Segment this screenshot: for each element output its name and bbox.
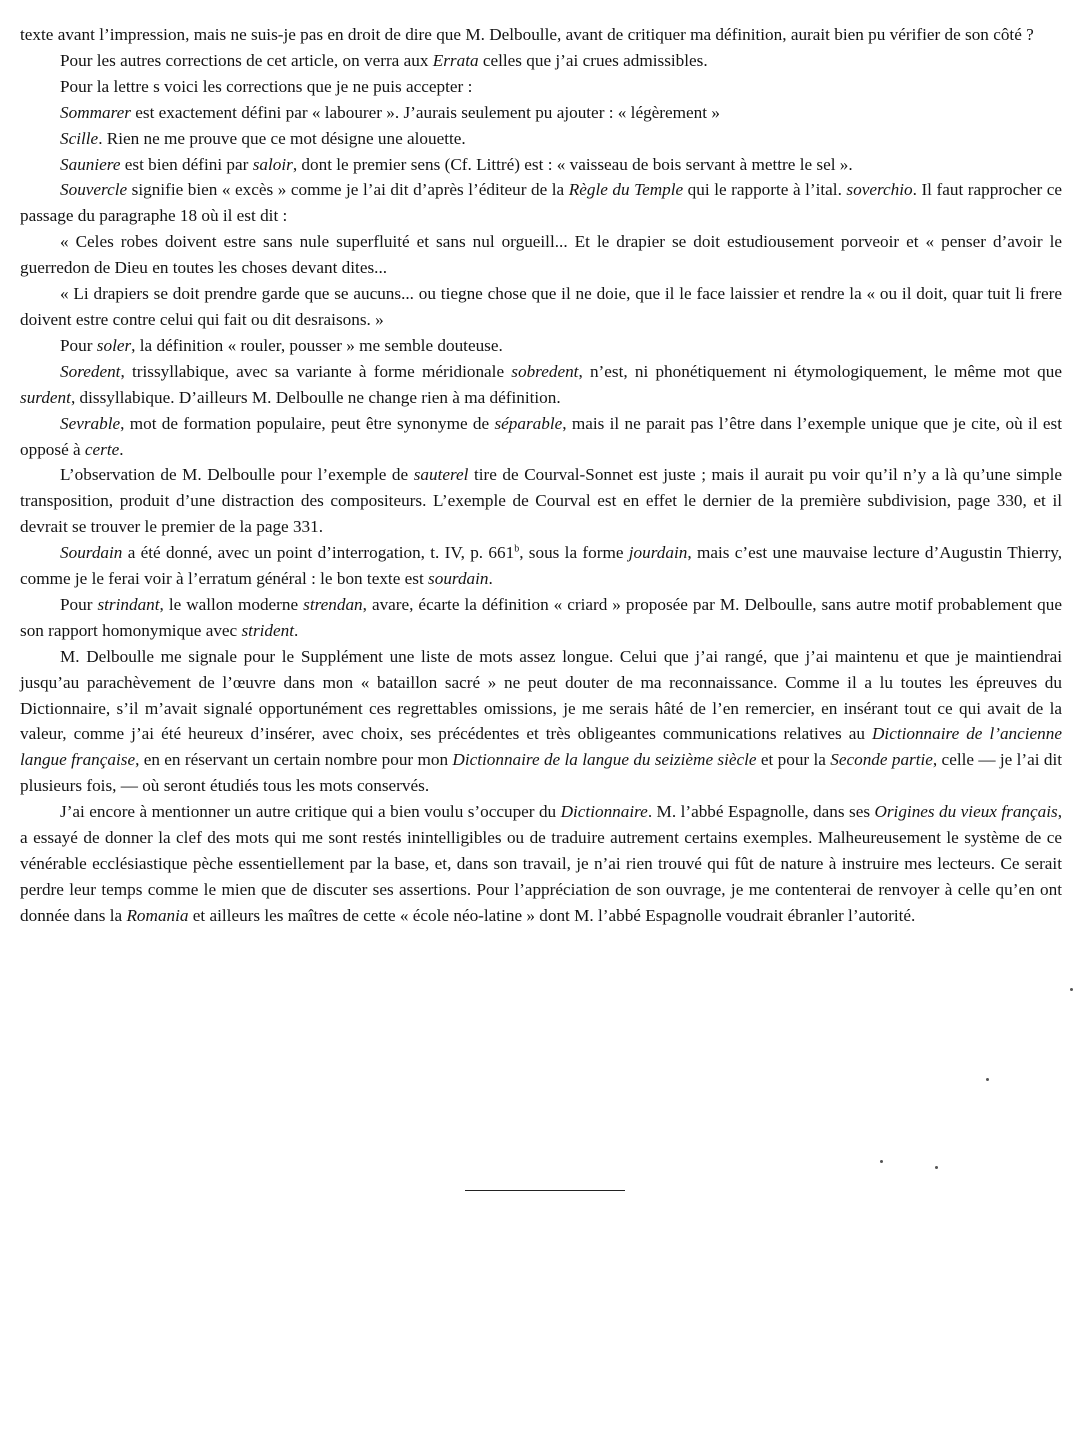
text-run: Pour les autres corrections de cet article, on verra aux <box>60 50 433 70</box>
print-speck <box>1070 988 1073 991</box>
text-run: , mot de formation populaire, peut être synonyme de <box>120 413 495 433</box>
quote-paragraph <box>20 281 1062 333</box>
text-run: « Li drapiers se doit prendre garde que se aucuns... ou tiegne chose que il ne doie, que il le face laissier et rendre la « ou il doit, quar tuit li frere doivent estre contre celui qui fait ou dit desraisons. » <box>20 284 1062 329</box>
text-run: . <box>119 439 124 459</box>
text-run: , sous la forme <box>519 543 629 563</box>
italic-term: Sourdain <box>60 543 123 563</box>
text-run: . Il faut rapprocher ce passage du paragraphe 18 où il est dit : <box>20 180 1062 226</box>
text-run: , le wallon moderne <box>159 594 304 614</box>
italic-term: Scille <box>60 128 99 148</box>
italic-term: soverchio <box>846 180 913 200</box>
text-run: , en en réservant un certain nombre pour mon <box>135 750 453 770</box>
italic-term: sauterel <box>413 465 469 485</box>
italic-term: sourdain <box>428 569 489 589</box>
italic-term: Sevrable <box>60 413 121 433</box>
italic-term: Souvercle <box>60 180 128 200</box>
italic-term: séparable <box>494 413 563 433</box>
italic-term: strindant <box>97 594 160 614</box>
italic-term: Errata <box>432 50 479 70</box>
paragraph <box>20 540 1062 592</box>
text-run: J’ai encore à mentionner un autre critique qui a bien voulu s’occuper du <box>60 802 561 822</box>
italic-term: Romania <box>126 905 189 925</box>
italic-term: Origines du vieux français <box>874 802 1058 822</box>
italic-term: Sauniere <box>60 154 121 174</box>
italic-term: sobredent <box>511 361 579 381</box>
text-run: et ailleurs les maîtres de cette « école néo-latine » dont M. l’abbé Espagnolle voudrait ébranler l’autorité. <box>188 905 916 925</box>
paragraph <box>20 799 1062 929</box>
paragraph <box>20 359 1062 411</box>
superscript: b <box>514 543 520 555</box>
italic-term: Sommarer <box>60 102 131 122</box>
paragraph <box>20 644 1062 799</box>
text-run: . <box>488 569 493 589</box>
text-run: tire de Courval-Sonnet est juste ; mais il aurait pu voir qu’il n’y a là qu’une simple transposition, produit d’une distraction des compositeurs. L’exemple de Courval est en effet le dernier de la première subdivision, page 330, et il devrait se trouver le premier de la page 331. <box>20 465 1062 537</box>
text-run: Pour <box>60 335 97 355</box>
italic-term: Dictionnaire de l’ancienne langue française <box>20 724 1062 770</box>
text-run: est bien défini par <box>120 154 253 174</box>
italic-term: Dictionnaire de la langue du seizième siècle <box>452 750 757 770</box>
text-run: , trissyllabique, avec sa variante à forme méridionale <box>120 361 512 381</box>
text-run: celles que j’ai crues admissibles. <box>478 50 708 70</box>
print-speck <box>880 1160 883 1163</box>
text-run: . Rien ne me prouve que ce mot désigne une alouette. <box>98 128 466 148</box>
italic-term: certe <box>84 439 120 459</box>
paragraph <box>20 152 1062 178</box>
text-run: , mais il ne parait pas l’être dans l’exemple unique que je cite, où il est opposé à <box>20 413 1062 459</box>
paragraph <box>20 74 1062 100</box>
paragraph <box>20 22 1062 48</box>
paragraph <box>20 333 1062 359</box>
paragraph <box>20 48 1062 74</box>
text-run: , mais c’est une mauvaise lecture d’Augustin Thierry, comme je le ferai voir à l’erratum général : le bon texte est <box>20 543 1062 589</box>
paragraph <box>20 592 1062 644</box>
text-run: , avare, écarte la définition « criard » proposée par M. Delboulle, sans autre motif probablement que son rapport homonymique avec <box>20 594 1062 640</box>
italic-term: saloir <box>252 154 293 174</box>
quote-paragraph <box>20 229 1062 281</box>
text-run: , a essayé de donner la clef des mots qui me sont restés inintelligibles ou de traduire autrement certains exemples. Malheureusement le système de ce vénérable ecclésiastique pèche essentiellement par la base, et, dans son travail, je n’ai rien trouvé qui fût de nature à instruire mes lecteurs. Ce serait perdre leur temps comme le mien que de discuter ses assertions. Pour l’appréciation de son ouvrage, je me contenterai de renvoyer à celle qu’en ont donnée dans la <box>20 802 1063 925</box>
paragraph <box>20 462 1062 540</box>
print-speck <box>986 1078 989 1081</box>
text-run: Pour <box>60 594 98 614</box>
text-run: , dont le premier sens (Cf. Littré) est : « vaisseau de bois servant à mettre le sel ». <box>292 154 853 174</box>
italic-term: strident <box>241 620 295 640</box>
italic-term: Soredent <box>60 361 121 381</box>
document-body <box>20 22 1062 929</box>
text-run: . M. l’abbé Espagnolle, dans ses <box>647 802 875 822</box>
paragraph <box>20 411 1062 463</box>
text-run: , celle — je l’ai dit plusieurs fois, — où seront étudiés tous les mots conservés. <box>20 750 1063 796</box>
italic-term: surdent <box>20 387 71 407</box>
text-run: , n’est, ni phonétiquement ni étymologiquement, le même mot que <box>578 361 1062 381</box>
text-run: , la définition « rouler, pousser » me semble douteuse. <box>131 335 503 355</box>
paragraph <box>20 177 1062 229</box>
italic-term: Seconde partie <box>830 750 933 770</box>
italic-term: jourdain <box>628 543 688 563</box>
text-run: est exactement défini par « labourer ». J’aurais seulement pu ajouter : « légèrement » <box>130 102 720 122</box>
italic-term: Règle du Temple <box>568 180 684 200</box>
text-run: M. Delboulle me signale pour le Supplément une liste de mots assez longue. Celui que j’ai rangé, que j’ai maintenu et que je maintiendrai jusqu’au parachèvement de l’œuvre dans mon « bataillon sacré » ne peut douter de ma reconnaissance. Comme il a lu toutes les épreuves du Dictionnaire, s’il m’avait signalé opportunément ces regrettables omissions, je me serais hâté de l’en remercier, en insérant tout ce qui avait de la valeur, comme j’ai été heureux d’insérer, avec choix, ses précédentes et très obligeantes communications relatives au <box>20 646 1062 744</box>
italic-term: strendan <box>303 594 363 614</box>
paragraph <box>20 126 1062 152</box>
text-run: texte avant l’impression, mais ne suis-je pas en droit de dire que M. Delboulle, avant de critiquer ma définition, aurait bien pu vérifier de son côté ? <box>20 25 1034 44</box>
italic-term: soler <box>96 335 132 355</box>
text-run: . <box>294 620 299 640</box>
text-run: L’observation de M. Delboulle pour l’exemple de <box>60 465 414 485</box>
text-run: qui le rapporte à l’ital. <box>683 180 847 200</box>
text-run: a été donné, avec un point d’interrogation, t. IV, p. 661 <box>122 543 515 563</box>
text-run: Pour la lettre s voici les corrections que je ne puis accepter : <box>60 76 473 96</box>
italic-term: Dictionnaire <box>560 802 648 822</box>
print-speck <box>935 1166 938 1169</box>
section-end-rule <box>465 1190 625 1191</box>
text-run: signifie bien « excès » comme je l’ai dit d’après l’éditeur de la <box>127 180 569 200</box>
text-run: , dissyllabique. D’ailleurs M. Delboulle ne change rien à ma définition. <box>70 387 561 407</box>
paragraph <box>20 100 1062 126</box>
text-run: « Celes robes doivent estre sans nule superfluité et sans nul orgueill... Et le drapier se doit estudiousement porveoir et « penser d’avoir le guerredon de Dieu en toutes les choses devant dites... <box>20 232 1062 278</box>
text-run: et pour la <box>756 750 831 770</box>
